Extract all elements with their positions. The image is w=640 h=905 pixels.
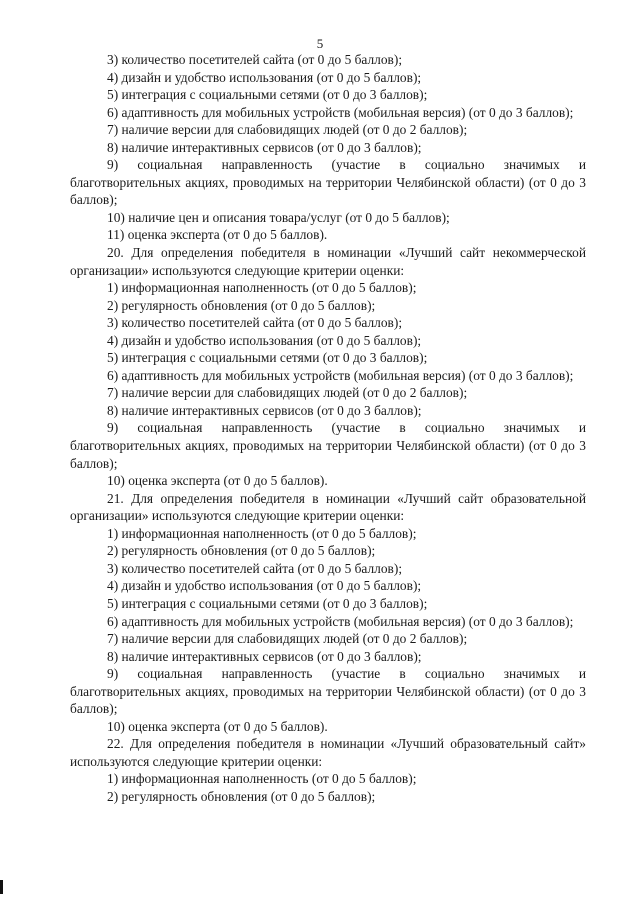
list-item: 1) информационная наполненность (от 0 до 5 баллов); xyxy=(107,771,417,787)
list-item: 20. Для определения победителя в номинации «Лучший сайт некоммерческой организации» используются следующие критерии оценки: xyxy=(70,245,586,278)
list-item: 2) регулярность обновления (от 0 до 5 баллов); xyxy=(107,543,376,559)
list-item: 21. Для определения победителя в номинации «Лучший сайт образовательной организации» используются следующие критерии оценки: xyxy=(70,490,586,524)
document-body xyxy=(70,51,586,806)
list-item: 10) оценка эксперта (от 0 до 5 баллов). xyxy=(107,473,328,489)
list-item: 1) информационная наполненность (от 0 до 5 баллов); xyxy=(107,280,417,296)
list-item: 4) дизайн и удобство использования (от 0 до 5 баллов); xyxy=(107,69,422,85)
list-item: 3) количество посетителей сайта (от 0 до 5 баллов); xyxy=(107,315,403,331)
list-item: 6) адаптивность для мобильных устройств (мобильная версия) (от 0 до 3 баллов); xyxy=(107,104,574,120)
list-item: 4) дизайн и удобство использования (от 0 до 5 баллов); xyxy=(107,332,422,348)
list-item: 10) оценка эксперта (от 0 до 5 баллов). xyxy=(107,718,328,734)
list-item: 6) адаптивность для мобильных устройств (мобильная версия) (от 0 до 3 баллов); xyxy=(107,367,574,383)
list-item: 4) дизайн и удобство использования (от 0 до 5 баллов); xyxy=(107,578,422,594)
list-item: 5) интеграция с социальными сетями (от 0 до 3 баллов); xyxy=(107,595,428,611)
page-number: 5 xyxy=(316,36,324,51)
list-item: 9) социальная направленность (участие в социально значимых и благотворительных акциях, проводимых на территории Челябинской области) (от 0 до 3 баллов); xyxy=(70,157,586,208)
list-item: 3) количество посетителей сайта (от 0 до 5 баллов); xyxy=(107,560,403,576)
list-item: 1) информационная наполненность (от 0 до 5 баллов); xyxy=(107,525,417,541)
list-item: 8) наличие интерактивных сервисов (от 0 до 3 баллов); xyxy=(107,139,422,155)
list-item: 10) наличие цен и описания товара/услуг (от 0 до 5 баллов); xyxy=(107,209,450,225)
list-item: 9) социальная направленность (участие в социально значимых и благотворительных акциях, проводимых на территории Челябинской области) (от 0 до 3 баллов); xyxy=(70,420,586,471)
list-item: 3) количество посетителей сайта (от 0 до 5 баллов); xyxy=(107,52,403,67)
list-item: 5) интеграция с социальными сетями (от 0 до 3 баллов); xyxy=(107,350,428,366)
list-item: 9) социальная направленность (участие в социально значимых и благотворительных акциях, проводимых на территории Челябинской области) (от 0 до 3 баллов); xyxy=(70,666,586,717)
list-item: 5) интеграция с социальными сетями (от 0 до 3 баллов); xyxy=(107,87,428,103)
scan-edge-mark xyxy=(0,880,3,894)
list-item: 2) регулярность обновления (от 0 до 5 баллов); xyxy=(107,297,376,313)
list-item: 11) оценка эксперта (от 0 до 5 баллов). xyxy=(107,227,328,243)
list-item: 7) наличие версии для слабовидящих людей (от 0 до 2 баллов); xyxy=(107,122,468,138)
list-item: 22. Для определения победителя в номинации «Лучший образовательный сайт» используются следующие критерии оценки: xyxy=(70,736,586,769)
list-item: 6) адаптивность для мобильных устройств (мобильная версия) (от 0 до 3 баллов); xyxy=(107,613,574,629)
list-item: 8) наличие интерактивных сервисов (от 0 до 3 баллов); xyxy=(107,648,422,664)
list-item: 8) наличие интерактивных сервисов (от 0 до 3 баллов); xyxy=(107,402,422,418)
list-item: 7) наличие версии для слабовидящих людей (от 0 до 2 баллов); xyxy=(107,385,468,401)
list-item: 2) регулярность обновления (от 0 до 5 баллов); xyxy=(107,788,376,804)
list-item: 7) наличие версии для слабовидящих людей (от 0 до 2 баллов); xyxy=(107,631,468,647)
